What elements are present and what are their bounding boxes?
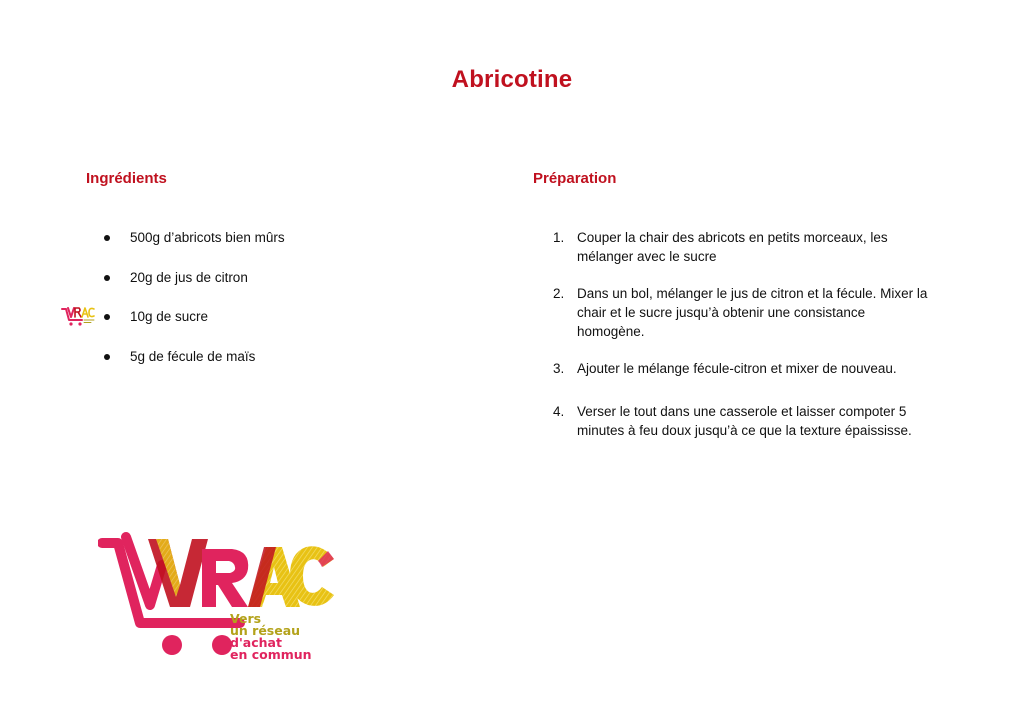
preparation-steps <box>553 228 933 458</box>
step-number: 4. <box>553 404 565 419</box>
logo-tagline-line: en commun <box>230 647 312 662</box>
step-number: 3. <box>553 361 565 376</box>
list-item <box>104 307 285 327</box>
list-item <box>104 228 285 248</box>
logo-tagline-line: d'achat <box>230 635 282 650</box>
logo-tagline-line: un réseau <box>230 623 301 638</box>
ingredient-text: 10g de sucre <box>130 309 209 324</box>
step-text: Dans un bol, mélanger le jus de citron et la fécule. Mixer la chair et le sucre jusqu’à obtenir une consistance homogène. <box>577 286 928 339</box>
ingredients-heading: Ingrédients <box>86 170 167 187</box>
step-item <box>553 228 933 266</box>
step-item <box>553 402 933 440</box>
logo-tagline-line: Vers <box>230 611 262 626</box>
bullet-icon <box>104 314 110 320</box>
step-text: Verser le tout dans une casserole et laisser compoter 5 minutes à feu doux jusqu’à ce que la texture épaississe. <box>577 404 912 438</box>
step-number: 1. <box>553 230 565 245</box>
list-item <box>104 268 285 288</box>
ingredient-text: 5g de fécule de maïs <box>130 348 256 364</box>
step-number: 2. <box>553 286 565 301</box>
vrac-small-logo-icon <box>60 305 96 327</box>
ingredients-list <box>104 228 285 386</box>
step-item <box>553 359 933 378</box>
bullet-icon <box>104 275 110 281</box>
list-item <box>104 347 285 367</box>
vrac-logo-icon <box>98 525 338 665</box>
preparation-heading: Préparation <box>533 170 617 187</box>
step-text: Ajouter le mélange fécule-citron et mixer de nouveau. <box>577 361 897 376</box>
step-item <box>553 284 933 341</box>
bullet-icon <box>104 235 110 241</box>
page-title: Abricotine <box>451 66 573 93</box>
ingredient-text: 20g de jus de citron <box>130 269 248 285</box>
bullet-icon <box>104 354 110 360</box>
step-text: Couper la chair des abricots en petits morceaux, les mélanger avec le sucre <box>577 230 888 264</box>
ingredient-text: 500g d’abricots bien mûrs <box>130 230 285 245</box>
